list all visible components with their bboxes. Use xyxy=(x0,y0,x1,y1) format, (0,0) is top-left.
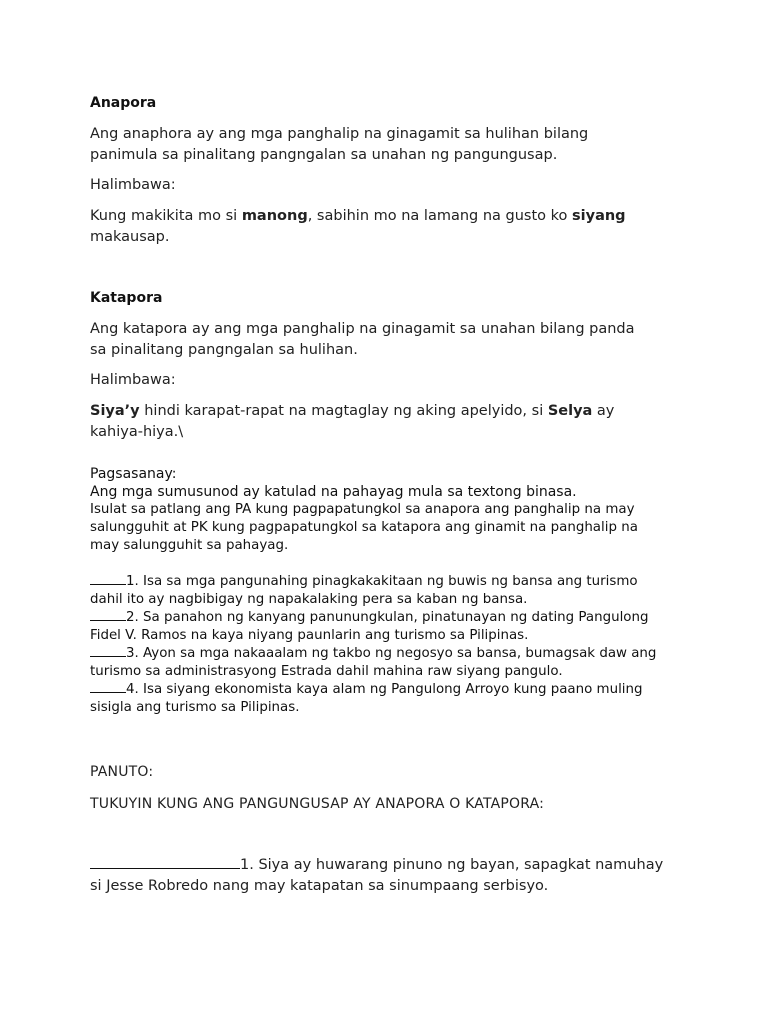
anapora-bold-noun: manong xyxy=(241,208,308,224)
exercise-instruction-line: salungguhit at PK kung pagpapatungkol sa katapora ang ginamit na panghalip na xyxy=(90,520,638,535)
anapora-example xyxy=(90,206,650,248)
exercise-item xyxy=(90,681,690,699)
exercise-item-continuation: sisigla ang turismo sa Pilipinas. xyxy=(90,700,300,715)
exercise-item xyxy=(90,645,690,663)
answer-blank[interactable] xyxy=(90,868,240,869)
exercise-instruction-line: may salungguhit sa pahayag. xyxy=(90,538,289,553)
anapora-heading: Anapora xyxy=(90,95,157,111)
anapora-example-pre: Kung makikita mo si xyxy=(90,208,242,224)
katapora-example-mid: hindi karapat-rapat na magtaglay ng aking apelyido, si xyxy=(139,403,548,419)
anapora-example-label: Halimbawa: xyxy=(90,177,176,193)
exercise-item xyxy=(90,573,690,591)
exercise-item-text: 4. Isa siyang ekonomista kaya alam ng Pangulong Arroyo kung paano muling xyxy=(126,682,643,697)
exercise-subtitle: Ang mga sumusunod ay katulad na pahayag mula sa textong binasa. xyxy=(90,484,577,500)
exercise-block xyxy=(90,465,690,717)
anapora-example-post: makausap. xyxy=(90,229,170,245)
exercise-item-continuation: turismo sa administrasyong Estrada dahil mahina raw siyang pangulo. xyxy=(90,664,563,679)
exercise-instruction-line: Isulat sa patlang ang PA kung pagpapatungkol sa anapora ang panghalip na may xyxy=(90,502,635,517)
exercise-item-text: 3. Ayon sa mga nakaaalam ng takbo ng negosyo sa bansa, bumagsak daw ang xyxy=(126,646,657,661)
panuto-question xyxy=(90,855,690,897)
katapora-bold-noun: Selya xyxy=(547,403,593,419)
panuto-label: PANUTO: xyxy=(90,764,154,780)
panuto-question-line1: 1. Siya ay huwarang pinuno ng bayan, sapagkat namuhay xyxy=(240,857,664,873)
katapora-example-post: ay kahiya-hiya.\ xyxy=(90,403,615,440)
exercise-item-text: 1. Isa sa mga pangunahing pinagkakakitaan ng buwis ng bansa ang turismo xyxy=(126,574,638,589)
katapora-example xyxy=(90,401,650,443)
katapora-example-label: Halimbawa: xyxy=(90,372,176,388)
answer-blank[interactable] xyxy=(90,656,126,657)
anapora-bold-pronoun: siyang xyxy=(572,208,626,224)
katapora-definition: Ang katapora ay ang mga panghalip na ginagamit sa unahan bilang panda sa pinalitang pangngalan sa hulihan. xyxy=(90,321,635,358)
answer-blank[interactable] xyxy=(90,584,126,585)
anapora-definition: Ang anaphora ay ang mga panghalip na ginagamit sa hulihan bilang panimula sa pinalitang pangngalan sa unahan ng pangungusap. xyxy=(90,126,589,163)
panuto-instruction: TUKUYIN KUNG ANG PANGUNGUSAP AY ANAPORA O KATAPORA: xyxy=(90,796,545,812)
katapora-heading: Katapora xyxy=(90,290,163,306)
exercise-title: Pagsasanay: xyxy=(90,466,177,482)
exercise-item-continuation: Fidel V. Ramos na kaya niyang paunlarin ang turismo sa Pilipinas. xyxy=(90,628,529,643)
exercise-item-text: 2. Sa panahon ng kanyang panunungkulan, pinatunayan ng dating Pangulong xyxy=(126,610,649,625)
answer-blank[interactable] xyxy=(90,620,126,621)
exercise-item xyxy=(90,609,690,627)
answer-blank[interactable] xyxy=(90,692,126,693)
katapora-bold-pronoun: Siya’y xyxy=(90,403,140,419)
anapora-example-mid: , sabihin mo na lamang na gusto ko xyxy=(307,208,573,224)
exercise-item-continuation: dahil ito ay nagbibigay ng napakalaking pera sa kaban ng bansa. xyxy=(90,592,528,607)
panuto-question-line2: si Jesse Robredo nang may katapatan sa sinumpaang serbisyo. xyxy=(90,878,549,894)
